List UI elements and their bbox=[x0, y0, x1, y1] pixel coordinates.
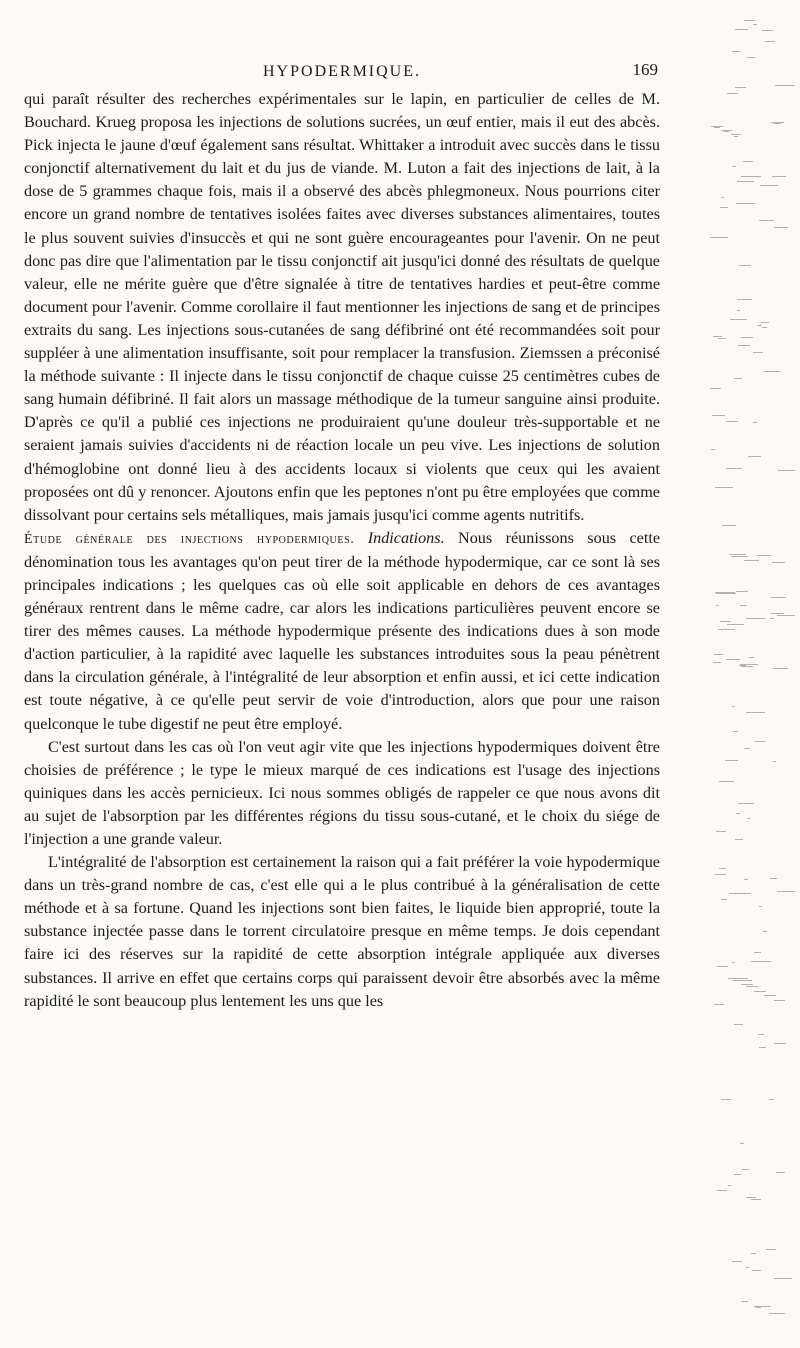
section-subheading: Indications. bbox=[367, 528, 445, 547]
bleed-mark bbox=[716, 605, 719, 606]
bleed-mark bbox=[774, 1278, 792, 1279]
bleed-mark bbox=[772, 176, 786, 177]
bleed-mark bbox=[732, 1261, 742, 1262]
bleed-mark bbox=[751, 961, 771, 962]
bleed-mark bbox=[746, 618, 765, 619]
bleed-mark bbox=[714, 654, 723, 655]
paragraph-4 bbox=[24, 851, 660, 1013]
bleed-mark bbox=[734, 136, 738, 137]
bleed-mark bbox=[769, 1313, 785, 1314]
bleed-mark bbox=[733, 980, 752, 981]
bleed-mark bbox=[747, 818, 750, 819]
bleed-mark bbox=[757, 325, 762, 326]
bleed-mark bbox=[771, 597, 786, 598]
bleed-mark bbox=[757, 555, 771, 556]
bleed-mark bbox=[720, 207, 728, 208]
bleed-mark bbox=[762, 30, 773, 31]
bleed-mark bbox=[726, 468, 742, 469]
bleed-mark bbox=[774, 123, 781, 124]
paragraph-3-text: C'est surtout dans les cas où l'on veut agir vite que les injections hypodermiques doivent être choisies de préférence ; le type le mieux marqué de ces indications est l'usage des injections quiniques dans les accès pernicieux. Ici nous sommes obligés de rappeler ce que nous avons dit au sujet de l'absorption par les différentes régions du tissu sous-cutané, et le choix du siége de l'injection a une grande valeur. bbox=[24, 737, 660, 848]
bleed-mark bbox=[770, 878, 777, 879]
bleed-mark bbox=[730, 319, 747, 320]
running-head: HYPODERMIQUE. bbox=[263, 63, 421, 80]
paragraph-1 bbox=[24, 88, 660, 527]
bleed-mark bbox=[764, 995, 776, 996]
bleed-mark bbox=[716, 831, 726, 832]
bleed-mark bbox=[754, 991, 766, 992]
bleed-mark bbox=[739, 265, 751, 266]
page-header bbox=[24, 58, 660, 86]
bleed-mark bbox=[777, 891, 795, 892]
bleed-mark bbox=[776, 1172, 785, 1173]
bleed-mark bbox=[714, 1004, 724, 1005]
bleed-mark bbox=[722, 1099, 731, 1100]
bleed-mark bbox=[741, 337, 753, 338]
bleed-mark bbox=[773, 761, 776, 762]
bleed-mark bbox=[715, 592, 735, 593]
bleed-mark bbox=[722, 525, 736, 526]
bleed-mark bbox=[778, 470, 795, 471]
bleed-mark bbox=[770, 618, 774, 619]
bleed-mark bbox=[751, 1253, 756, 1254]
margin-bleed-through bbox=[710, 20, 800, 1330]
book-page bbox=[24, 58, 660, 1013]
bleed-mark bbox=[735, 893, 751, 894]
bleed-mark bbox=[772, 562, 785, 563]
bleed-mark bbox=[710, 237, 728, 238]
bleed-mark bbox=[744, 748, 750, 749]
bleed-mark bbox=[734, 1174, 741, 1175]
bleed-mark bbox=[718, 338, 726, 339]
bleed-mark bbox=[732, 962, 735, 963]
bleed-mark bbox=[773, 668, 788, 669]
bleed-mark bbox=[748, 456, 761, 457]
bleed-mark bbox=[732, 706, 735, 707]
bleed-mark bbox=[713, 662, 721, 663]
bleed-mark bbox=[763, 931, 767, 932]
bleed-mark bbox=[727, 93, 738, 94]
bleed-mark bbox=[728, 1185, 731, 1186]
bleed-mark bbox=[717, 966, 728, 967]
bleed-mark bbox=[735, 839, 743, 840]
bleed-mark bbox=[771, 613, 784, 614]
bleed-mark bbox=[759, 220, 774, 221]
bleed-mark bbox=[737, 181, 754, 182]
bleed-mark bbox=[759, 906, 762, 907]
bleed-mark bbox=[774, 1000, 785, 1001]
bleed-mark bbox=[753, 24, 757, 25]
bleed-mark bbox=[763, 371, 781, 372]
bleed-mark bbox=[744, 20, 755, 21]
bleed-mark bbox=[774, 1043, 786, 1044]
bleed-mark bbox=[744, 560, 759, 561]
bleed-mark bbox=[727, 624, 744, 625]
bleed-mark bbox=[715, 487, 733, 488]
bleed-mark bbox=[729, 554, 746, 555]
paragraph-3 bbox=[24, 736, 660, 851]
section-heading: Étude générale des injections hypodermiques. bbox=[24, 531, 355, 547]
bleed-mark bbox=[749, 657, 754, 658]
bleed-mark bbox=[719, 868, 726, 869]
bleed-mark bbox=[753, 352, 763, 353]
bleed-mark bbox=[710, 388, 721, 389]
bleed-mark bbox=[720, 621, 731, 622]
bleed-mark bbox=[752, 1270, 761, 1271]
bleed-mark bbox=[718, 629, 735, 630]
bleed-mark bbox=[731, 556, 748, 557]
bleed-mark bbox=[746, 986, 758, 987]
bleed-mark bbox=[762, 327, 767, 328]
bleed-mark bbox=[747, 57, 755, 58]
bleed-mark bbox=[737, 310, 740, 311]
bleed-mark bbox=[744, 879, 748, 880]
bleed-mark bbox=[726, 659, 740, 660]
bleed-mark bbox=[751, 1199, 761, 1200]
bleed-mark bbox=[741, 176, 761, 177]
paragraph-2 bbox=[24, 527, 660, 736]
bleed-mark bbox=[714, 127, 720, 128]
bleed-mark bbox=[755, 741, 765, 742]
page-number: 169 bbox=[632, 60, 658, 79]
bleed-mark bbox=[715, 874, 726, 875]
bleed-mark bbox=[753, 422, 757, 423]
bleed-mark bbox=[713, 336, 722, 337]
bleed-mark bbox=[736, 203, 755, 204]
bleed-mark bbox=[737, 299, 752, 300]
bleed-mark bbox=[769, 1099, 774, 1100]
bleed-mark bbox=[746, 712, 765, 713]
bleed-mark bbox=[734, 378, 742, 379]
bleed-mark bbox=[741, 1301, 748, 1302]
bleed-mark bbox=[775, 85, 795, 86]
bleed-mark bbox=[724, 131, 729, 132]
paragraph-2-text: Nous réunissons sous cette dénomination tous les avantages qu'on peut tirer de la méthode hypodermique, car ce sont là ses principales indications ; les quelques cas où elle soit applicable en dehors de ces avantages généraux rentrent dans le même cadre, car alors les indications particulières peuvent encore se tirer des mêmes causes. La méthode hypodermique présente des indications dues à son mode d'action particulier, à la rapidité avec laquelle les substances introduites sous la peau pénètrent dans la circulation générale, à l'intégralité de leur absorption et enfin aussi, et ici cette indication est toute négative, à ce qu'elle peut servir de voie d'introduction, alors que pour une raison quelconque le tube digestif ne peut être employé. bbox=[24, 528, 661, 733]
bleed-mark bbox=[719, 781, 734, 782]
bleed-mark bbox=[760, 185, 778, 186]
paragraph-4-text: L'intégralité de l'absorption est certainement la raison qui a fait préférer la voie hypodermique dans un très-grand nombre de cas, c'est elle qui a le plus contribué à la généralisation de cette méthode et à sa fortune. Quand les injections sont bien faites, le liquide bien approprié, toute la substance injectée passe dans le torrent circulatoire presque en même temps. Je dois cependant faire ici des réserves sur la rapidité de cette absorption intégrale appliquée aux diverses substances. Il arrive en effet que certains corps qui paraissent devoir être absorbés avec la même rapidité le sont beaucoup plus lentement les uns que les bbox=[24, 853, 660, 1010]
bleed-mark bbox=[712, 415, 725, 416]
bleed-mark bbox=[740, 605, 747, 606]
bleed-mark bbox=[756, 1307, 761, 1308]
bleed-mark bbox=[740, 1143, 744, 1144]
bleed-mark bbox=[736, 591, 748, 592]
bleed-mark bbox=[738, 803, 754, 804]
bleed-mark bbox=[732, 166, 736, 167]
bleed-mark bbox=[777, 615, 795, 616]
bleed-mark bbox=[726, 421, 738, 422]
bleed-mark bbox=[711, 449, 715, 450]
bleed-mark bbox=[774, 227, 788, 228]
bleed-mark bbox=[736, 813, 740, 814]
bleed-mark bbox=[725, 760, 738, 761]
bleed-mark bbox=[735, 87, 746, 88]
bleed-mark bbox=[765, 41, 775, 42]
bleed-mark bbox=[734, 1024, 743, 1025]
bleed-mark bbox=[746, 1197, 756, 1198]
bleed-mark bbox=[761, 322, 769, 323]
bleed-mark bbox=[741, 984, 753, 985]
bleed-mark bbox=[741, 666, 753, 667]
bleed-mark bbox=[738, 345, 750, 346]
bleed-mark bbox=[766, 1249, 776, 1250]
bleed-mark bbox=[728, 978, 748, 979]
bleed-mark bbox=[732, 51, 741, 52]
bleed-mark bbox=[742, 1169, 749, 1170]
bleed-mark bbox=[746, 1267, 749, 1268]
bleed-mark bbox=[733, 731, 738, 732]
bleed-mark bbox=[716, 593, 736, 594]
bleed-mark bbox=[735, 29, 748, 30]
bleed-mark bbox=[743, 161, 753, 162]
bleed-mark bbox=[717, 1190, 727, 1191]
bleed-mark bbox=[754, 952, 761, 953]
bleed-mark bbox=[759, 1047, 766, 1048]
bleed-mark bbox=[721, 197, 724, 198]
bleed-mark bbox=[758, 1034, 764, 1035]
paragraph-1-text: qui paraît résulter des recherches expérimentales sur le lapin, en particulier de celles de M. Bouchard. Krueg proposa les injections de solutions sucrées, un œuf entier, mais il eut des abcès. Pick injecta le jaune d'œuf également sans résultat. Whittaker a introduit avec succès dans le tissu conjonctif alternativement du lait et du jus de viande. M. Luton a fait des injections de lait, à la dose de 5 grammes chaque fois, mais il a observé des abcès phlegmoneux. Nous pourrions citer encore un grand nombre de tentatives isolées faites avec diverses substances alimentaires, toutes le plus souvent suivies d'insuccès et qui ne sont guère encourageantes pour l'avenir. On ne peut donc pas dire que l'alimentation par le tissu conjonctif ait jusqu'ici donné des résultats de quelque valeur, elle ne mérite guère que d'être signalée à titre de tentatives hardies et peut-être comme document pour l'avenir. Comme corollaire il faut mentionner les injections de sang et de principes extraits du sang. Les injections sous-cutanées de sang défibriné ont été recommandées soit pour suppléer à une alimentation insuffisante, soit pour remplacer la transfusion. Ziemssen a préconisé la méthode suivante : Il injecte dans le tissu conjonctif de chaque cuisse 25 centimètres cubes de sang humain défibriné. Il fait alors un massage méthodique de la tumeur sanguine ainsi produite. D'après ce qu'il a publié ces injections ne produiraient qu'une douleur très-supportable et ne seraient jamais suivies d'accidents ni de réaction locale un peu vive. Les injections de solution d'hémoglobine ont donné lieu à des accidents locaux si violents que ceux qui les avaient proposées ont dû y renoncer. Ajoutons enfin que les peptones n'ont pu être employées que comme dissolvant pour certains sels métalliques, mais jamais jusqu'ici comme agents nutritifs. bbox=[24, 90, 660, 524]
bleed-mark bbox=[721, 899, 727, 900]
bleed-mark bbox=[731, 134, 741, 135]
